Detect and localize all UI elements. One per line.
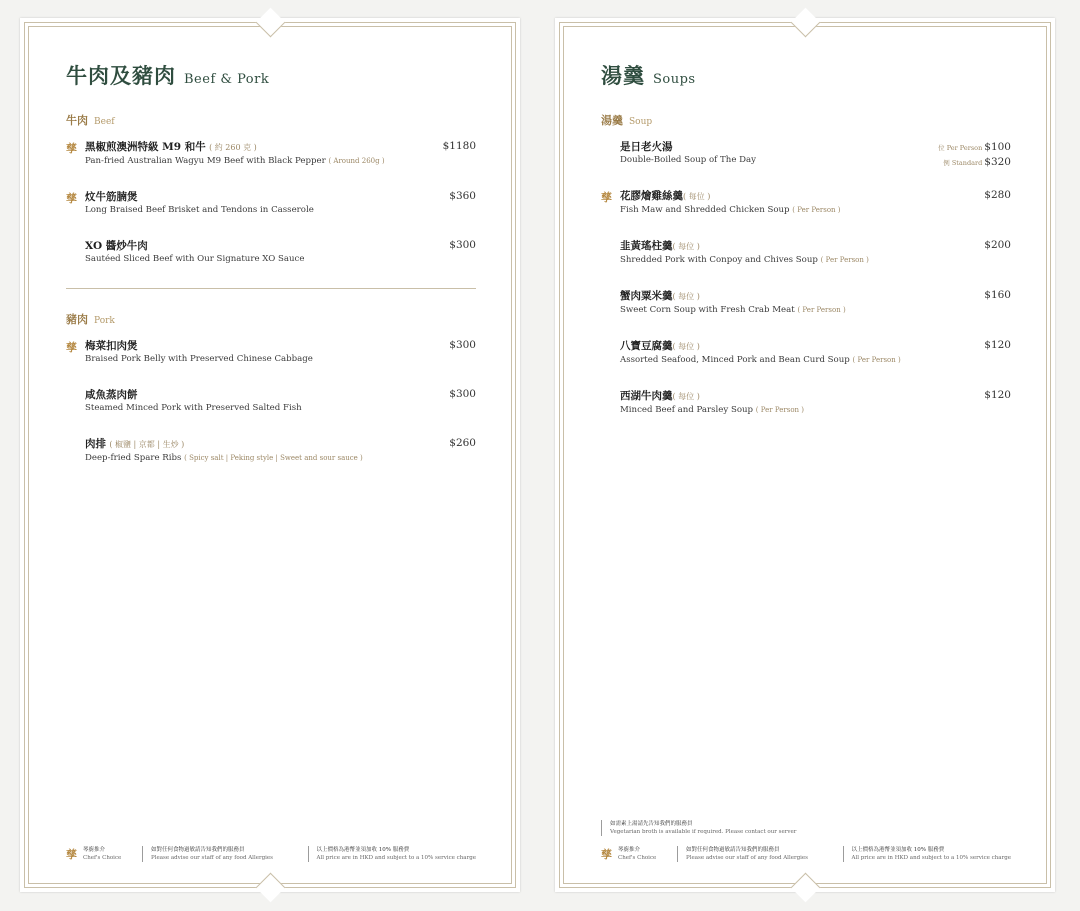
item-note-en: ( Per Person ) xyxy=(792,206,841,214)
item-name-en: Pan-fried Australian Wagyu M9 Beef with Black Pepper xyxy=(85,156,326,166)
item-note-zh: ( 約 260 克 ) xyxy=(209,143,257,152)
section-title-en: Beef xyxy=(94,117,115,127)
item-price: $260 xyxy=(449,437,476,449)
item-price: $120 xyxy=(984,389,1011,401)
item-name-zh: 炆牛筋腩煲 xyxy=(85,191,138,203)
item-name-zh: 肉排 xyxy=(85,438,106,450)
chef-choice-icon: 孳 xyxy=(601,848,612,861)
page-title-en: Soups xyxy=(653,72,696,87)
menu-item-soup-of-day xyxy=(601,140,1011,167)
item-price: $280 xyxy=(984,189,1011,201)
item-name-zh: 花膠燴雞絲羹 xyxy=(620,190,683,202)
item-name-en: Minced Beef and Parsley Soup xyxy=(620,405,754,415)
section-heading-pork xyxy=(66,311,476,327)
menu-page-beef-pork xyxy=(20,18,520,892)
menu-item-beef-brisket xyxy=(66,190,476,217)
page-footer xyxy=(66,846,476,862)
page-title xyxy=(601,60,1011,90)
footer-price-zh: 以上價格為港幣並須加收 10% 服務費 xyxy=(851,847,945,853)
item-note-zh: ( 每位 ) xyxy=(672,292,700,301)
menu-item-bean-curd-soup xyxy=(601,339,1011,367)
item-name-zh: 是日老火湯 xyxy=(620,141,673,153)
item-note-zh: ( 每位 ) xyxy=(672,392,700,401)
footer-price-zh: 以上價格為港幣並須加收 10% 服務費 xyxy=(316,847,410,853)
item-note-en: ( Per Person ) xyxy=(797,306,846,314)
item-note-zh: ( 椒鹽 | 京都 | 生炒 ) xyxy=(109,440,185,449)
item-name-zh: 八寶豆腐羹 xyxy=(620,340,673,352)
item-name-en: Sautéed Sliced Beef with Our Signature XO Sauce xyxy=(85,254,305,264)
item-name-zh: 咸魚蒸肉餅 xyxy=(85,389,138,401)
footer-allergy-zh: 如對任何食物過敏請告知我們的服務員 xyxy=(151,847,245,853)
footer-allergy-en: Please advise our staff of any food Allergies xyxy=(151,855,273,861)
item-note-en: ( Per Person ) xyxy=(820,256,869,264)
item-price: $160 xyxy=(984,289,1011,301)
item-price: $300 xyxy=(449,239,476,251)
menu-item-spare-ribs xyxy=(66,437,476,465)
item-note-en: ( Spicy salt | Peking style | Sweet and sour sauce ) xyxy=(184,454,363,462)
item-name-en: Sweet Corn Soup with Fresh Crab Meat xyxy=(620,305,795,315)
footer-chef-zh: 琴廚推介 xyxy=(83,847,106,853)
footer-allergy-en: Please advise our staff of any food Allergies xyxy=(686,855,808,861)
menu-item-wagyu xyxy=(66,140,476,168)
footer-chef-choice xyxy=(66,846,132,862)
item-name-en: Fish Maw and Shredded Chicken Soup xyxy=(620,205,790,215)
item-name-zh: XO 醬炒牛肉 xyxy=(85,240,148,252)
vegetarian-broth-note xyxy=(601,820,796,836)
item-name-en: Braised Pork Belly with Preserved Chinese Cabbage xyxy=(85,354,313,364)
footer-allergy-zh: 如對任何食物過敏請告知我們的服務員 xyxy=(686,847,780,853)
price-label: 位 Per Person xyxy=(938,144,983,152)
menu-item-pork-belly xyxy=(66,339,476,366)
footer-price-note xyxy=(843,846,1011,862)
page-footer xyxy=(601,846,1011,862)
item-name-zh: 梅菜扣肉煲 xyxy=(85,340,138,352)
item-name-en: Shredded Pork with Conpoy and Chives Soup xyxy=(620,255,818,265)
item-name-zh: 黑椒煎澳洲特級 M9 和牛 xyxy=(85,141,206,153)
item-name-zh: 韭黃瑤柱羹 xyxy=(620,240,673,252)
footer-chef-en: Chef's Choice xyxy=(618,855,657,861)
item-price: $300 xyxy=(449,339,476,351)
item-note-en: ( Around 260g ) xyxy=(328,157,385,165)
price-label: 例 Standard xyxy=(943,159,983,167)
item-price: $320 xyxy=(984,156,1011,168)
item-name-en: Long Braised Beef Brisket and Tendons in Casserole xyxy=(85,205,314,215)
item-note-zh: ( 每位 ) xyxy=(672,242,700,251)
footer-price-en: All price are in HKD and subject to a 10% service charge xyxy=(851,855,1011,861)
chef-choice-icon: 孳 xyxy=(66,192,77,205)
menu-page-soups xyxy=(555,18,1055,892)
footer-allergy-note xyxy=(142,846,298,862)
item-price: $300 xyxy=(449,388,476,400)
item-price: $200 xyxy=(984,239,1011,251)
section-title-zh: 牛肉 xyxy=(66,114,88,127)
page-title-zh: 牛肉及豬肉 xyxy=(66,63,176,88)
chef-choice-icon: 孳 xyxy=(601,191,612,204)
footer-price-en: All price are in HKD and subject to a 10% service charge xyxy=(316,855,476,861)
page-title-zh: 湯羹 xyxy=(601,63,645,88)
menu-item-corn-crab-soup xyxy=(601,289,1011,317)
chef-choice-icon: 孳 xyxy=(66,341,77,354)
item-note-en: ( Per Person ) xyxy=(852,356,901,364)
item-note-en: ( Per Person ) xyxy=(755,406,805,414)
item-name-en: Steamed Minced Pork with Preserved Salted Fish xyxy=(85,403,302,413)
section-title-en: Pork xyxy=(94,316,115,326)
section-title-zh: 豬肉 xyxy=(66,313,88,326)
item-price: $1180 xyxy=(442,140,476,152)
page-title-en: Beef & Pork xyxy=(184,72,270,87)
menu-item-beef-parsley-soup xyxy=(601,389,1011,417)
footer-allergy-note xyxy=(677,846,833,862)
veg-note-en: Vegetarian broth is available if required. Please contact our server xyxy=(610,829,797,835)
menu-item-fish-maw-soup xyxy=(601,189,1011,217)
footer-chef-zh: 琴廚推介 xyxy=(618,847,641,853)
section-title-zh: 湯羹 xyxy=(601,114,623,127)
menu-item-conpoy-soup xyxy=(601,239,1011,267)
veg-note-zh: 如需素上湯請先告知我們的服務員 xyxy=(610,821,693,827)
item-name-en: Double-Boiled Soup of The Day xyxy=(620,155,757,165)
item-name-zh: 蟹肉粟米羹 xyxy=(620,290,673,302)
section-heading-beef xyxy=(66,112,476,128)
chef-choice-icon: 孳 xyxy=(66,848,77,861)
item-name-en: Assorted Seafood, Minced Pork and Bean Curd Soup xyxy=(620,355,850,365)
item-note-zh: ( 每位 ) xyxy=(672,342,700,351)
footer-price-note xyxy=(308,846,476,862)
item-name-en: Deep-fried Spare Ribs xyxy=(85,453,182,463)
item-price: $360 xyxy=(449,190,476,202)
section-title-en: Soup xyxy=(629,117,653,127)
section-heading-soup xyxy=(601,112,1011,128)
section-divider xyxy=(66,288,476,289)
footer-chef-en: Chef's Choice xyxy=(83,855,122,861)
page-title xyxy=(66,60,476,90)
item-note-zh: ( 每位 ) xyxy=(683,192,711,201)
chef-choice-icon: 孳 xyxy=(66,142,77,155)
item-name-zh: 西湖牛肉羹 xyxy=(620,390,673,402)
item-price-options xyxy=(938,140,1011,170)
item-price: $120 xyxy=(984,339,1011,351)
footer-chef-choice xyxy=(601,846,667,862)
item-price: $100 xyxy=(984,141,1011,153)
menu-item-xo-beef xyxy=(66,239,476,266)
menu-item-minced-pork xyxy=(66,388,476,415)
